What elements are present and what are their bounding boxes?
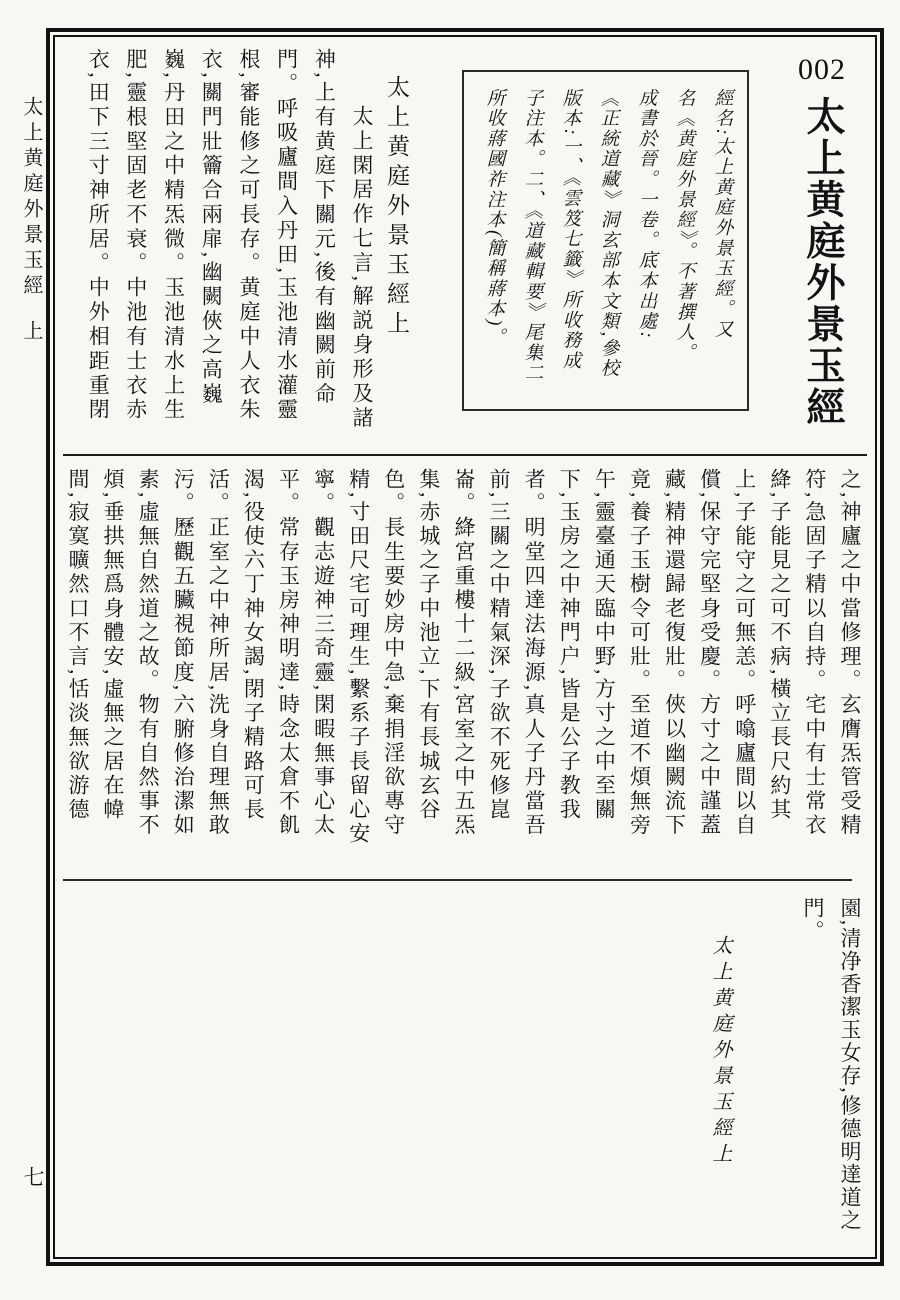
text-column: 崙。絳宮重樓十二級,宮室之中五炁 xyxy=(451,468,476,838)
text-column: 神,上有黄庭下關元,後有幽闕前命 xyxy=(312,48,337,407)
section-title: 太上黄庭外景玉經上 xyxy=(384,75,409,341)
text-column: 衣,關門壯籥合兩扉,幽闕俠之高巍 xyxy=(199,48,224,407)
closing-text-columns xyxy=(65,885,865,1259)
text-column: 巍,丹田之中精炁微。玉池清水上生 xyxy=(161,48,186,423)
text-column: 煩,垂拱無爲身體安,虛無之居在幃 xyxy=(101,468,126,823)
text-column: 園,清净香潔玉女存,修德明達道之 xyxy=(838,897,862,1232)
page-frame-outer xyxy=(46,28,884,1266)
text-column: 精,寸田尺宅可理生,繫系子長留心安 xyxy=(346,468,371,847)
info-column: 名《黄庭外景經》。不著撰人。 xyxy=(674,88,694,363)
text-column: 門。 xyxy=(801,897,825,943)
text-column: 上,子能守之可無恙。呼噏廬間以自 xyxy=(732,468,757,838)
info-column: 經名:太上黄庭外景玉經。又 xyxy=(712,88,732,340)
text-column: 色。長生要妙房中急,棄捐淫欲專守 xyxy=(381,468,406,838)
end-title: 太上黄庭外景玉經上 xyxy=(709,935,731,1169)
text-column: 前,三關之中精氣深,子欲不死修崑 xyxy=(487,468,512,823)
document-number: 002 xyxy=(798,53,846,86)
text-column: 午,靈臺通天臨中野,方寸之中至關 xyxy=(592,468,617,823)
text-column: 間,寂寞曠然口不言,恬淡無欲游德 xyxy=(65,468,90,823)
info-box-columns xyxy=(470,88,735,399)
bibliographic-info-box xyxy=(462,70,749,411)
text-column: 符,急固子精以自持。宅中有士常衣 xyxy=(802,468,827,838)
text-column: 者。明堂四達法海源,真人子丹當吾 xyxy=(522,468,547,838)
text-column: 集,赤城之子中池立,下有長城玄谷 xyxy=(416,468,441,823)
text-column: 絳,子能見之可不病,橫立長尺約其 xyxy=(767,468,792,823)
page-content xyxy=(63,43,867,1251)
text-column: 藏,精神還歸老復壯。俠以幽闕流下 xyxy=(662,468,687,838)
text-column: 衣,田下三寸神所居。中外相距重閉 xyxy=(86,48,111,423)
text-column: 寧。觀志遊神三奇靈,閑暇無事心太 xyxy=(311,468,336,838)
spine-volume-label: 上 xyxy=(20,320,42,340)
text-column: 肥,靈根堅固老不衰。中池有士衣赤 xyxy=(123,48,148,423)
text-column: 下,玉房之中神門户,皆是公子教我 xyxy=(557,468,582,823)
register-divider xyxy=(63,454,867,456)
text-column: 太上閑居作七言,解説身形及諸 xyxy=(350,105,374,431)
text-column: 竟,養子玉樹令可壯。至道不煩無旁 xyxy=(627,468,652,838)
text-column: 渴,役使六丁神女謁,閉子精路可長 xyxy=(241,468,266,823)
main-title: 太上黄庭外景玉經 xyxy=(801,96,844,428)
title-header xyxy=(779,53,865,428)
info-column: 子注本。二、《道藏輯要》尾集二 xyxy=(522,88,542,384)
info-column: 所收蔣國祚注本(簡稱蔣本)。 xyxy=(484,88,504,348)
text-column: 償,保守完堅身受慶。方寸之中謹蓋 xyxy=(697,468,722,838)
info-column: 《正統道藏》洞玄部本文類,參校 xyxy=(598,88,618,379)
register-divider xyxy=(63,879,852,881)
middle-text-columns xyxy=(65,460,865,878)
text-column: 門。呼吸廬間入丹田,玉池清水灌靈 xyxy=(274,48,299,423)
info-column: 成書於晉。一卷。底本出處: xyxy=(636,88,656,340)
page-frame-inner xyxy=(53,35,877,1259)
opening-text-columns xyxy=(75,48,377,454)
text-column: 之,神廬之中當修理。玄膺炁管受精 xyxy=(838,468,862,838)
page-number: 七 xyxy=(21,1166,45,1187)
spine-title: 太上黄庭外景玉經 xyxy=(20,96,42,300)
text-column: 素,虛無自然道之故。物有自然事不 xyxy=(136,468,161,838)
text-column: 平。常存玉房神明達,時念太倉不飢 xyxy=(276,468,301,838)
text-column: 污。歷觀五臟視節度,六腑修治潔如 xyxy=(171,468,196,838)
info-column: 版本:一、《雲笈七籤》所收務成 xyxy=(560,88,580,371)
text-column: 活。正室之中神所居,洗身自理無敢 xyxy=(206,468,231,838)
text-column: 根,審能修之可長存。黄庭中人衣朱 xyxy=(236,48,261,423)
